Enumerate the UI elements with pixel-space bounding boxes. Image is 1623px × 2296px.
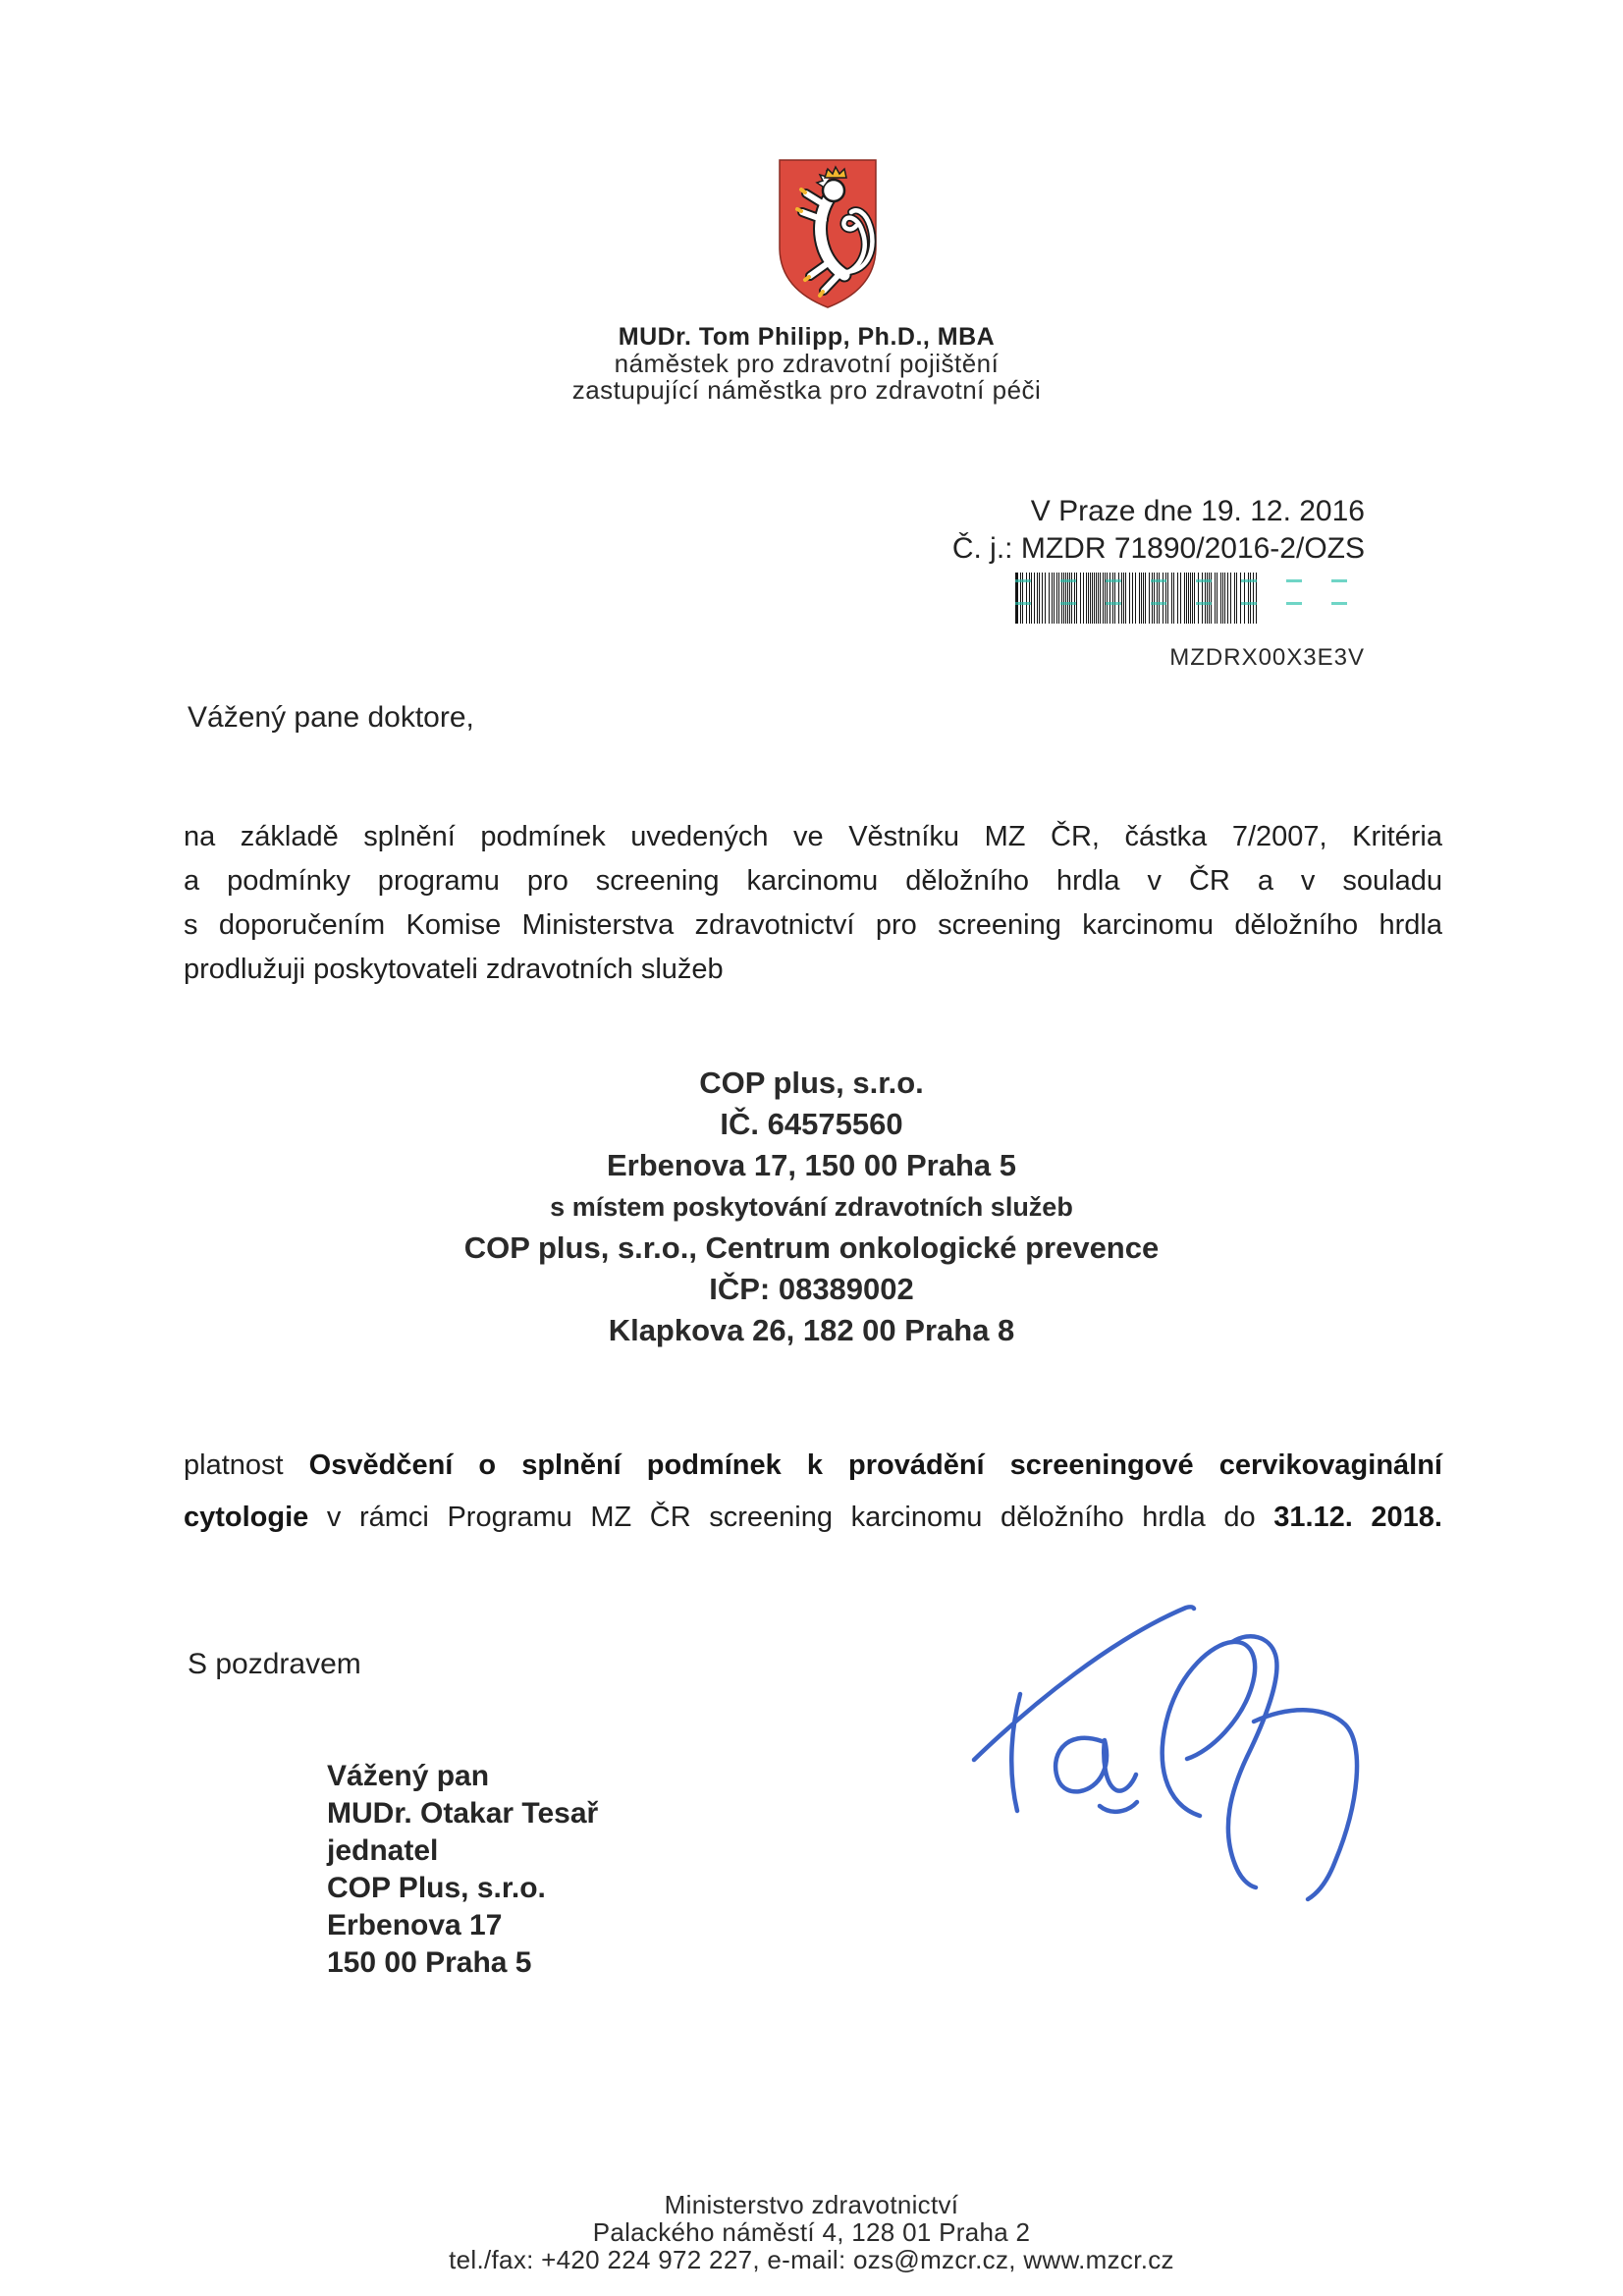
footer-ministry: Ministerstvo zdravotnictví <box>664 2190 959 2219</box>
provider-block <box>0 1063 1623 1351</box>
provider-company: COP plus, s.r.o. <box>699 1066 924 1100</box>
letterhead <box>0 324 1613 404</box>
recipient-line: COP Plus, s.r.o. <box>327 1872 546 1904</box>
body-line: a podmínky programu pro screening karcinomu děložního hrdla v ČR a v souladu <box>184 865 1442 897</box>
footer-contacts: tel./fax: +420 224 972 227, e-mail: ozs@mzcr.cz, www.mzcr.cz <box>449 2245 1174 2274</box>
body-line: s doporučením Komise Ministerstva zdravotnictví pro screening karcinomu děložního hrdla <box>184 909 1442 941</box>
validity-deadline: 31.12. 2018. <box>1273 1502 1442 1533</box>
provider-ic: IČ. 64575560 <box>720 1107 903 1141</box>
recipient-line: jednatel <box>327 1834 439 1867</box>
validity-line-1 <box>184 1440 1442 1492</box>
signer-role-2: zastupující náměstka pro zdravotní péči <box>571 375 1042 405</box>
validity-line-2 <box>184 1492 1442 1544</box>
validity-regular: platnost <box>184 1449 309 1481</box>
barcode-scan-artifact <box>1015 579 1365 582</box>
czech-coat-of-arms-icon <box>776 157 880 310</box>
provider-place-note: s místem poskytování zdravotních služeb <box>550 1192 1073 1222</box>
footer-address: Palackého náměstí 4, 128 01 Praha 2 <box>592 2217 1031 2247</box>
body-line: prodlužuji poskytovateli zdravotních služeb <box>184 954 724 985</box>
recipient-line: MUDr. Otakar Tesař <box>327 1797 599 1830</box>
body-paragraph <box>184 815 1442 992</box>
signer-name: MUDr. Tom Philipp, Ph.D., MBA <box>618 323 996 351</box>
closing: S pozdravem <box>188 1648 361 1680</box>
validity-paragraph <box>184 1440 1442 1544</box>
provider-site-name: COP plus, s.r.o., Centrum onkologické prevence <box>463 1230 1160 1265</box>
provider-site-address: Klapkova 26, 182 00 Praha 8 <box>608 1313 1015 1347</box>
file-number: Č. j.: MZDR 71890/2016-2/OZS <box>951 532 1365 565</box>
reference-block <box>952 493 1365 672</box>
body-line: na základě splnění podmínek uvedených ve Věstníku MZ ČR, částka 7/2007, Kritéria <box>184 821 1442 852</box>
recipient-line: 150 00 Praha 5 <box>327 1946 532 1979</box>
ministry-footer <box>0 2191 1623 2273</box>
provider-icp: IČP: 08389002 <box>709 1272 914 1306</box>
barcode-text: MZDRX00X3E3V <box>1169 644 1365 671</box>
validity-bold: cytologie <box>184 1502 309 1533</box>
validity-regular: v rámci Programu MZ ČR screening karcinomu děložního hrdla do <box>308 1502 1274 1533</box>
recipient-line: Vážený pan <box>327 1760 490 1792</box>
recipient-block <box>327 1758 598 1982</box>
provider-address: Erbenova 17, 150 00 Praha 5 <box>606 1148 1017 1182</box>
validity-bold: Osvědčení o splnění podmínek k provádění screeningové cervikovaginální <box>308 1449 1442 1481</box>
barcode-scan-artifact <box>1015 602 1365 605</box>
barcode <box>1015 573 1365 624</box>
handwritten-signature-icon <box>954 1563 1398 1907</box>
signer-role-1: náměstek pro zdravotní pojištění <box>614 349 1000 378</box>
place-and-date: V Praze dne 19. 12. 2016 <box>1030 495 1365 527</box>
recipient-line: Erbenova 17 <box>327 1909 503 1941</box>
salutation: Vážený pane doktore, <box>188 701 474 734</box>
